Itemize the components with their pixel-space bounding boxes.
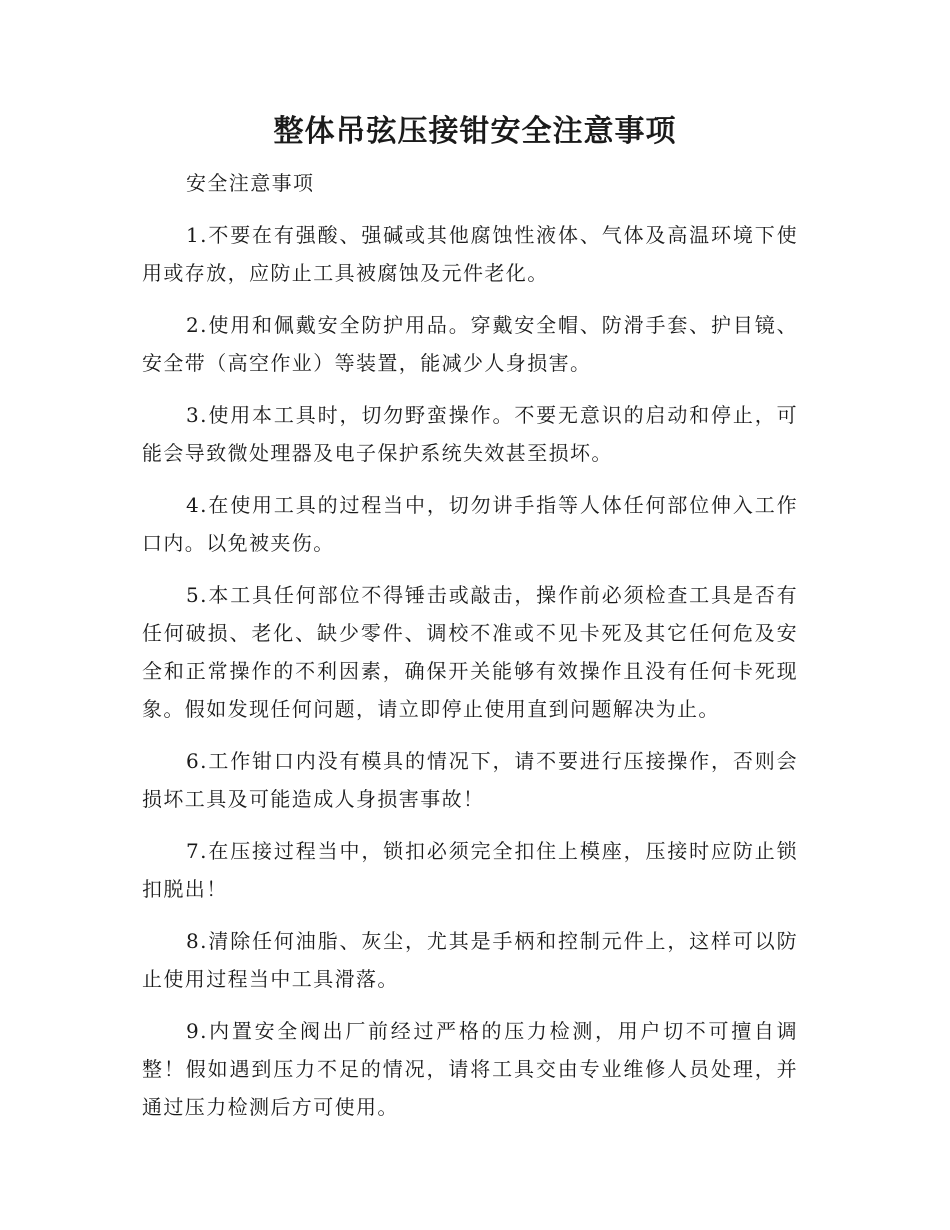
section-subheading: 安全注意事项	[186, 171, 315, 195]
safety-item-3: 3.使用本工具时，切勿野蛮操作。不要无意识的启动和停止，可能会导致微处理器及电子保护系统失效甚至损坏。	[142, 403, 798, 465]
safety-item-9: 9.内置安全阀出厂前经过严格的压力检测，用户切不可擅自调整！假如遇到压力不足的情况，请将工具交由专业维修人员处理，并通过压力检测后方可使用。	[142, 1019, 798, 1119]
document-title: 整体吊弦压接钳安全注意事项	[273, 114, 677, 149]
safety-item-6: 6.工作钳口内没有模具的情况下，请不要进行压接操作，否则会损坏工具及可能造成人身损害事故！	[142, 749, 798, 811]
safety-item-5: 5.本工具任何部位不得锤击或敲击，操作前必须检查工具是否有任何破损、老化、缺少零件、调校不准或不见卡死及其它任何危及安全和正常操作的不利因素，确保开关能够有效操作且没有任何卡死现象。假如发现任何问题，请立即停止使用直到问题解决为止。	[142, 583, 798, 721]
safety-item-7: 7.在压接过程当中，锁扣必须完全扣住上模座，压接时应防止锁扣脱出！	[142, 839, 798, 901]
safety-item-4: 4.在使用工具的过程当中，切勿讲手指等人体任何部位伸入工作口内。以免被夹伤。	[142, 493, 798, 555]
safety-item-8: 8.清除任何油脂、灰尘，尤其是手柄和控制元件上，这样可以防止使用过程当中工具滑落。	[142, 929, 798, 991]
safety-item-2: 2.使用和佩戴安全防护用品。穿戴安全帽、防滑手套、护目镜、安全带（高空作业）等装置，能减少人身损害。	[142, 313, 798, 375]
document-body	[142, 164, 798, 1126]
safety-item-1: 1.不要在有强酸、强碱或其他腐蚀性液体、气体及高温环境下使用或存放，应防止工具被腐蚀及元件老化。	[142, 223, 798, 285]
